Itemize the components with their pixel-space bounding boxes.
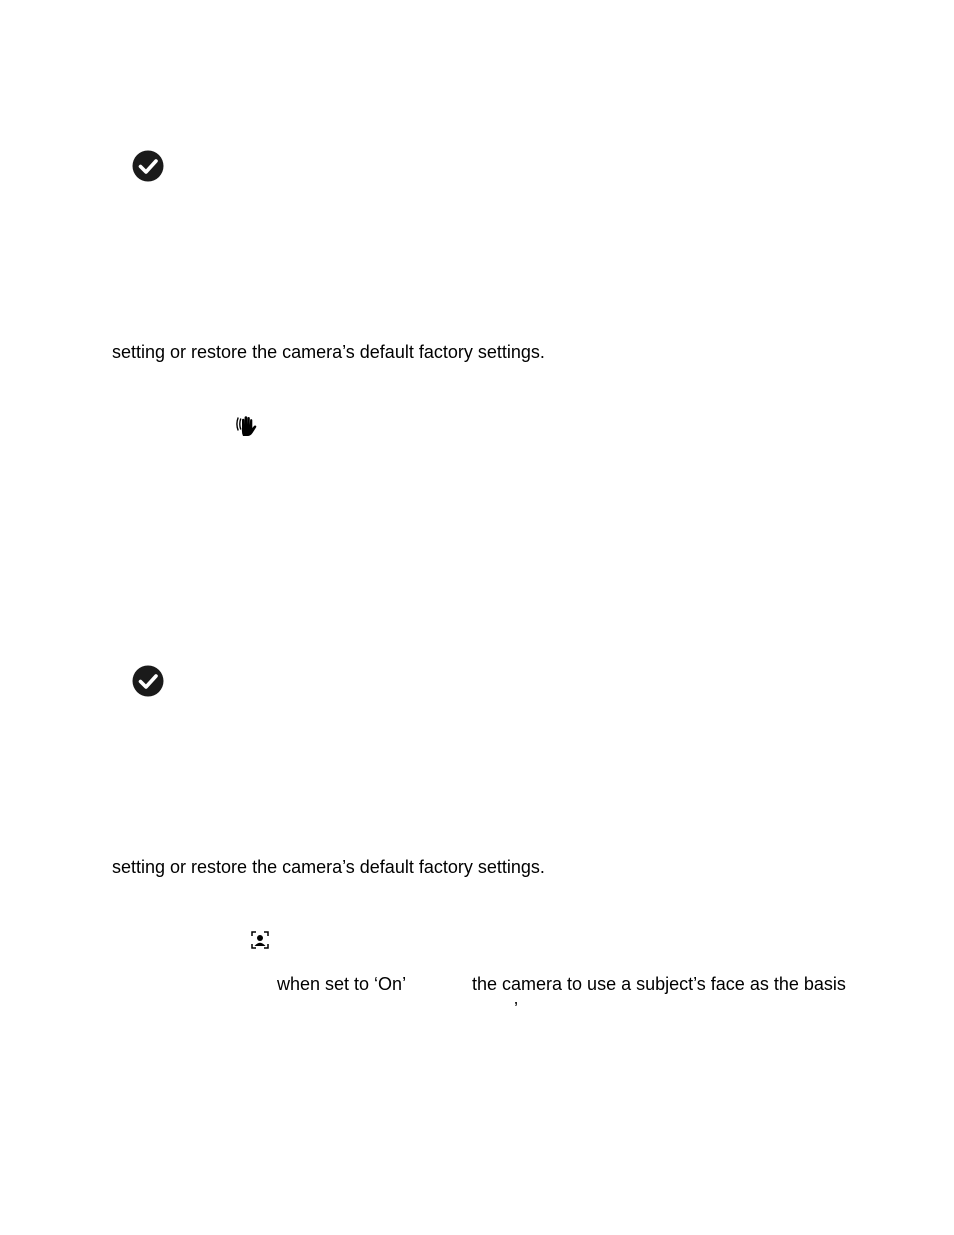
checkmark-circle-icon xyxy=(132,150,164,187)
hand-stabilization-icon xyxy=(234,414,258,443)
note-text: setting or restore the camera’s default factory settings. xyxy=(112,857,545,877)
note-text: setting or restore the camera’s default factory settings. xyxy=(112,342,545,362)
checkmark-circle-icon xyxy=(132,665,164,702)
face-detection-text-a: when set to ‘On’ xyxy=(277,974,407,994)
face-detection-icon xyxy=(251,931,269,954)
face-detection-text-b: the camera to use a subject’s face as the basis xyxy=(472,974,846,994)
apostrophe-mark: ’ xyxy=(514,999,518,1019)
